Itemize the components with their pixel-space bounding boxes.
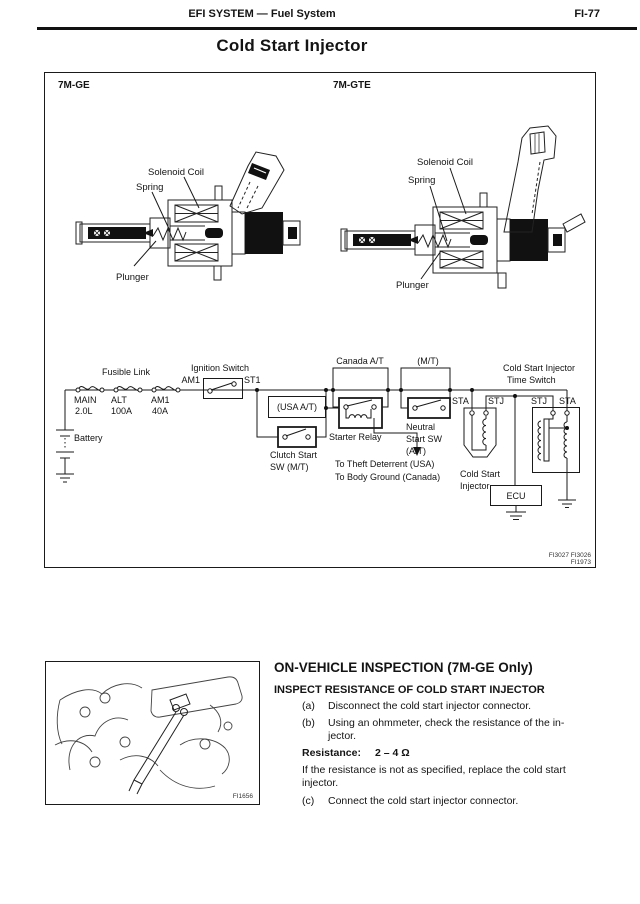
label-spring-right: Spring xyxy=(408,175,436,186)
step-b-id: (b) xyxy=(302,717,315,729)
step-a-text: Disconnect the cold start injector connector. xyxy=(328,700,532,712)
time-switch-label-2: Time Switch xyxy=(507,375,556,385)
step-a xyxy=(302,700,531,712)
page-number: FI-77 xyxy=(574,8,600,20)
neutral-sw-label-1: Neutral xyxy=(406,422,436,432)
step-c xyxy=(302,795,518,807)
photo-border xyxy=(46,662,260,805)
label-spring-left: Spring xyxy=(136,182,164,193)
step-b-text-1: Using an ohmmeter, check the resistance of the in- xyxy=(328,717,565,729)
inspection-heading: ON-VEHICLE INSPECTION (7M-GE Only) xyxy=(274,660,533,675)
sta-label-left: STA xyxy=(452,396,469,406)
starter-relay-box xyxy=(339,398,382,428)
terminal-st1-label: ST1 xyxy=(244,375,261,385)
figure-code-1: FI3027 FI3026 xyxy=(548,552,591,559)
fusible-links xyxy=(76,387,180,392)
label-plunger-right: Plunger xyxy=(396,280,429,291)
neutral-sw-label-3: (A/T) xyxy=(406,446,426,456)
label-solenoid-coil-left: Solenoid Coil xyxy=(148,167,204,178)
neutral-start-switch xyxy=(408,398,450,418)
step-b xyxy=(302,717,564,729)
inspection-subheading: INSPECT RESISTANCE OF COLD START INJECTOR xyxy=(274,684,545,696)
clutch-sw-label-2: SW (M/T) xyxy=(270,462,309,472)
injector-cutaway-7mgte xyxy=(341,126,585,288)
battery-label: Battery xyxy=(74,433,103,443)
header-subsection: — Fuel System xyxy=(256,8,336,20)
label-solenoid-coil-right: Solenoid Coil xyxy=(417,157,473,168)
canada-at-bridge xyxy=(333,368,388,390)
cold-start-injector-label-1: Cold Start xyxy=(460,469,501,479)
to-body-ground-label: To Body Ground (Canada) xyxy=(335,472,441,482)
terminal-am1-label: AM1 xyxy=(181,375,200,385)
step-a-id: (a) xyxy=(302,700,315,712)
fuse1-name: MAIN xyxy=(74,395,97,405)
fuse3-name: AM1 xyxy=(151,395,170,405)
wiring-schematic xyxy=(56,356,580,520)
time-switch-label-1: Cold Start Injector xyxy=(503,363,576,373)
battery-symbol xyxy=(56,390,74,482)
fuse2-rating: 100A xyxy=(111,406,133,416)
resistance-label: Resistance: xyxy=(302,747,361,759)
time-switch-box xyxy=(533,408,580,474)
canada-at-label: Canada A/T xyxy=(336,356,384,366)
figure-code-2: FI1973 xyxy=(570,559,591,566)
ecu-label: ECU xyxy=(506,491,526,501)
photo-code: FI1656 xyxy=(232,793,253,800)
header-section: EFI SYSTEM xyxy=(188,8,254,20)
resistance-value: 2 – 4 Ω xyxy=(374,747,410,759)
fuse2-name: ALT xyxy=(111,395,127,405)
page-title: Cold Start Injector xyxy=(216,36,368,55)
to-theft-deterrent-label: To Theft Deterrent (USA) xyxy=(335,459,435,469)
clutch-sw-label-1: Clutch Start xyxy=(270,450,318,460)
note-line-1: If the resistance is not as specified, replace the cold start xyxy=(302,764,566,776)
stj-label-right: STJ xyxy=(531,396,548,406)
starter-relay-label: Starter Relay xyxy=(329,432,382,442)
label-plunger-left: Plunger xyxy=(116,272,149,283)
stj-label-left: STJ xyxy=(488,396,505,406)
clutch-branch-wire xyxy=(257,390,339,437)
clutch-start-switch xyxy=(278,427,316,447)
cold-start-injector-label-2: Injector xyxy=(460,481,490,491)
step-c-text: Connect the cold start injector connector. xyxy=(328,795,519,807)
neutral-sw-label-2: Start SW xyxy=(406,434,443,444)
mt-bridge xyxy=(401,368,450,390)
left-variant-label: 7M-GE xyxy=(58,80,90,91)
step-b-text-2: jector. xyxy=(328,730,357,742)
ignition-switch-box xyxy=(204,379,243,399)
step-c-id: (c) xyxy=(302,795,315,807)
right-variant-label: 7M-GTE xyxy=(333,80,371,91)
fuse3-rating: 40A xyxy=(152,406,169,416)
engine-photo-drawing xyxy=(55,677,242,794)
cold-start-injector-symbol xyxy=(464,408,496,457)
fusible-link-label: Fusible Link xyxy=(102,367,151,377)
resistance-spec xyxy=(302,747,410,759)
sta-label-right: STA xyxy=(559,396,576,406)
ignition-switch-label: Ignition Switch xyxy=(190,363,250,373)
usa-at-label: (USA A/T) xyxy=(276,402,318,412)
time-switch-ground xyxy=(558,473,576,508)
fuse1-rating: 2.0L xyxy=(75,406,93,416)
mt-label: (M/T) xyxy=(417,356,439,366)
note-line-2: injector. xyxy=(302,777,339,789)
